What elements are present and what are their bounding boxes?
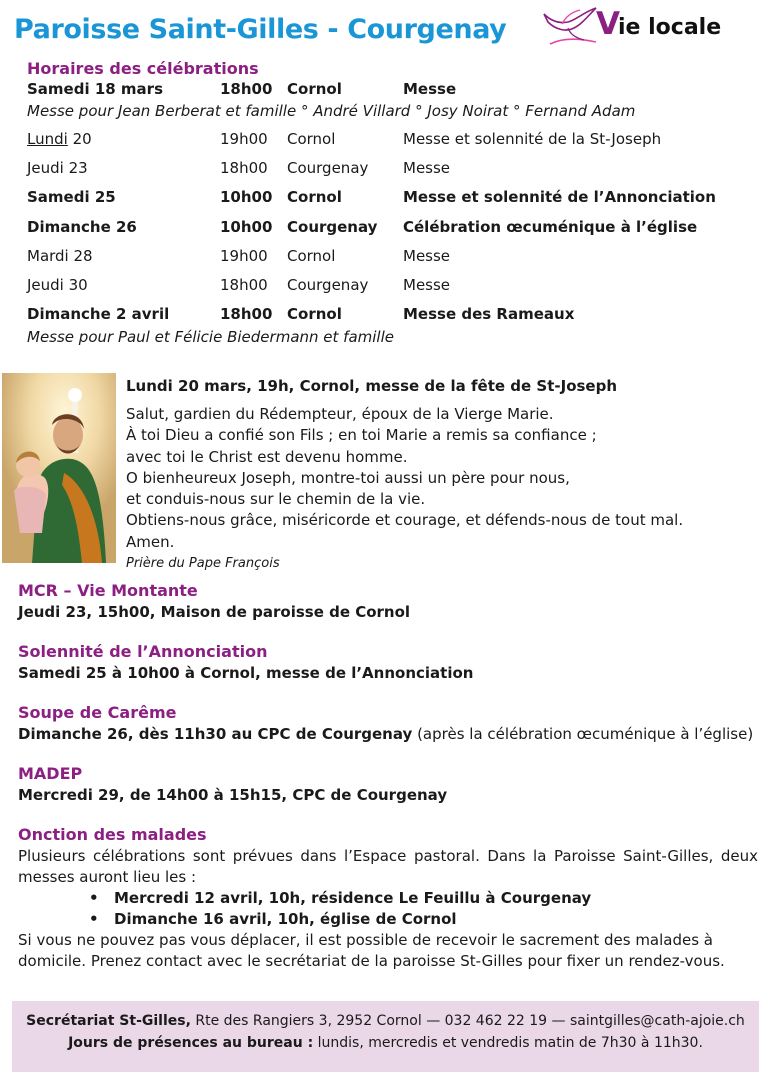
soupe-title: Soupe de Carême — [18, 703, 177, 722]
prayer-line: Salut, gardien du Rédempteur, époux de la Vierge Marie. — [126, 405, 554, 423]
row-day: Dimanche 26 — [27, 217, 137, 236]
madep-text: Mercredi 29, de 14h00 à 15h15, CPC de Courgenay — [18, 786, 448, 804]
schedule-row — [27, 247, 757, 276]
row-day-rest: 20 — [67, 130, 92, 148]
mcr-block — [18, 580, 758, 623]
prayer-line: À toi Dieu a confié son Fils ; en toi Marie a remis sa confiance ; — [126, 426, 597, 445]
onction-title: Onction des malades — [18, 825, 207, 844]
page-title: Paroisse Saint-Gilles - Courgenay — [14, 14, 507, 45]
onction-block — [18, 824, 758, 972]
row-day: Dimanche 2 avril — [27, 305, 170, 324]
onction-line: Plusieurs célébrations sont prévues dans l’Espace pastoral. Dans la Paroisse Saint-Gilles, deux — [18, 847, 758, 865]
row-day — [27, 130, 92, 148]
mass-intention-note: Messe pour Paul et Félicie Biedermann et famille — [27, 327, 394, 346]
schedule-row — [27, 218, 757, 247]
row-place: Cornol — [287, 305, 342, 324]
row-day-underlined: Lundi — [27, 130, 68, 148]
row-time: 18h00 — [220, 80, 273, 98]
row-day: Samedi 25 — [27, 188, 116, 207]
row-event: Messe et solennité de la St-Joseph — [403, 130, 662, 148]
bullet-item — [89, 888, 758, 909]
onction-line: messes auront lieu les : — [18, 868, 197, 886]
annonciation-title: Solennité de l’Annonciation — [18, 642, 268, 661]
bullet-text: Dimanche 16 avril, 10h, église de Cornol — [114, 910, 457, 928]
row-place: Courgenay — [287, 159, 369, 177]
schedule-row — [27, 80, 757, 101]
row-place: Cornol — [287, 130, 336, 148]
onction-line: Si vous ne pouvez pas vous déplacer, il est possible de recevoir le sacrement des malades à — [18, 931, 714, 949]
mcr-title: MCR – Vie Montante — [18, 581, 198, 600]
row-day: Mardi 28 — [27, 246, 93, 265]
row-event: Messe — [403, 276, 451, 295]
soupe-text-normal: (après la célébration œcuménique à l’église) — [412, 725, 754, 743]
prayer-line: Amen. — [126, 532, 175, 551]
row-time: 18h00 — [220, 276, 268, 295]
mass-intention-note: Messe pour Jean Berberat et famille ° André Villard ° Josy Noirat ° Fernand Adam — [27, 102, 636, 120]
logo-text: ie locale — [618, 15, 722, 40]
schedule-row — [27, 305, 757, 334]
schedule-row — [27, 188, 757, 217]
row-time: 19h00 — [220, 130, 268, 148]
row-event: Messe — [403, 246, 451, 265]
row-day: Jeudi 23 — [27, 159, 88, 177]
bullet-icon: • — [89, 910, 99, 928]
row-place: Cornol — [287, 188, 342, 207]
mcr-text: Jeudi 23, 15h00, Maison de paroisse de Cornol — [18, 603, 411, 621]
annonciation-block — [18, 641, 758, 684]
soupe-text-bold: Dimanche 26, dès 11h30 au CPC de Courgenay — [18, 725, 413, 743]
schedule-section — [27, 58, 757, 348]
announcements — [18, 580, 758, 990]
row-day: Jeudi 30 — [27, 276, 88, 295]
prayer-line: avec toi le Christ est devenu homme. — [126, 447, 408, 466]
prayer-line: O bienheureux Joseph, montre-toi aussi un père pour nous, — [126, 468, 570, 487]
row-time: 10h00 — [220, 217, 273, 236]
row-place: Cornol — [287, 246, 336, 265]
footer-label: Jours de présences au bureau : — [68, 1035, 314, 1051]
row-event: Messe des Rameaux — [403, 305, 575, 324]
soupe-block — [18, 702, 758, 745]
footer-contact — [12, 1001, 759, 1072]
madep-title: MADEP — [18, 764, 83, 783]
row-time: 18h00 — [220, 305, 273, 324]
footer-label: Secrétariat St-Gilles, — [26, 1013, 191, 1029]
schedule-title: Horaires des célébrations — [27, 59, 259, 78]
row-place: Courgenay — [287, 276, 369, 295]
prayer-author: Prière du Pape François — [126, 556, 280, 572]
row-time: 18h00 — [220, 159, 268, 177]
dove-icon — [540, 4, 600, 48]
annonciation-text: Samedi 25 à 10h00 à Cornol, messe de l’Annonciation — [18, 664, 474, 682]
row-day: Samedi 18 mars — [27, 80, 164, 98]
bullet-text: Mercredi 12 avril, 10h, résidence Le Feuillu à Courgenay — [114, 889, 592, 907]
schedule-row — [27, 130, 757, 159]
bullet-icon: • — [89, 889, 99, 907]
vie-locale-logo — [540, 4, 730, 50]
prayer-line: Obtiens-nous grâce, miséricorde et courage, et défends-nous de tout mal. — [126, 511, 684, 530]
logo-letter: V — [596, 6, 620, 42]
row-time: 10h00 — [220, 188, 273, 207]
row-event: Célébration œcuménique à l’église — [403, 217, 698, 236]
madep-block — [18, 763, 758, 806]
row-place: Cornol — [287, 80, 342, 98]
row-event: Messe — [403, 80, 457, 98]
footer-address: Rte des Rangiers 3, 2952 Cornol — 032 462 22 19 — saintgilles@cath-ajoie.ch — [190, 1013, 745, 1029]
footer-hours: lundis, mercredis et vendredis matin de 7h30 à 11h30. — [313, 1035, 703, 1051]
prayer-line: et conduis-nous sur le chemin de la vie. — [126, 490, 426, 509]
schedule-row — [27, 159, 757, 188]
row-time: 19h00 — [220, 246, 268, 265]
row-place: Courgenay — [287, 217, 378, 236]
row-event: Messe et solennité de l’Annonciation — [403, 188, 716, 207]
onction-line: domicile. Prenez contact avec le secrétariat de la paroisse St-Gilles pour fixer un rendez-vous. — [18, 952, 725, 970]
prayer-heading: Lundi 20 mars, 19h, Cornol, messe de la fête de St-Joseph — [126, 377, 618, 395]
row-event: Messe — [403, 159, 451, 177]
bullet-item — [89, 909, 758, 930]
st-joseph-image — [2, 373, 116, 563]
schedule-row — [27, 276, 757, 305]
prayer-section — [126, 375, 756, 574]
